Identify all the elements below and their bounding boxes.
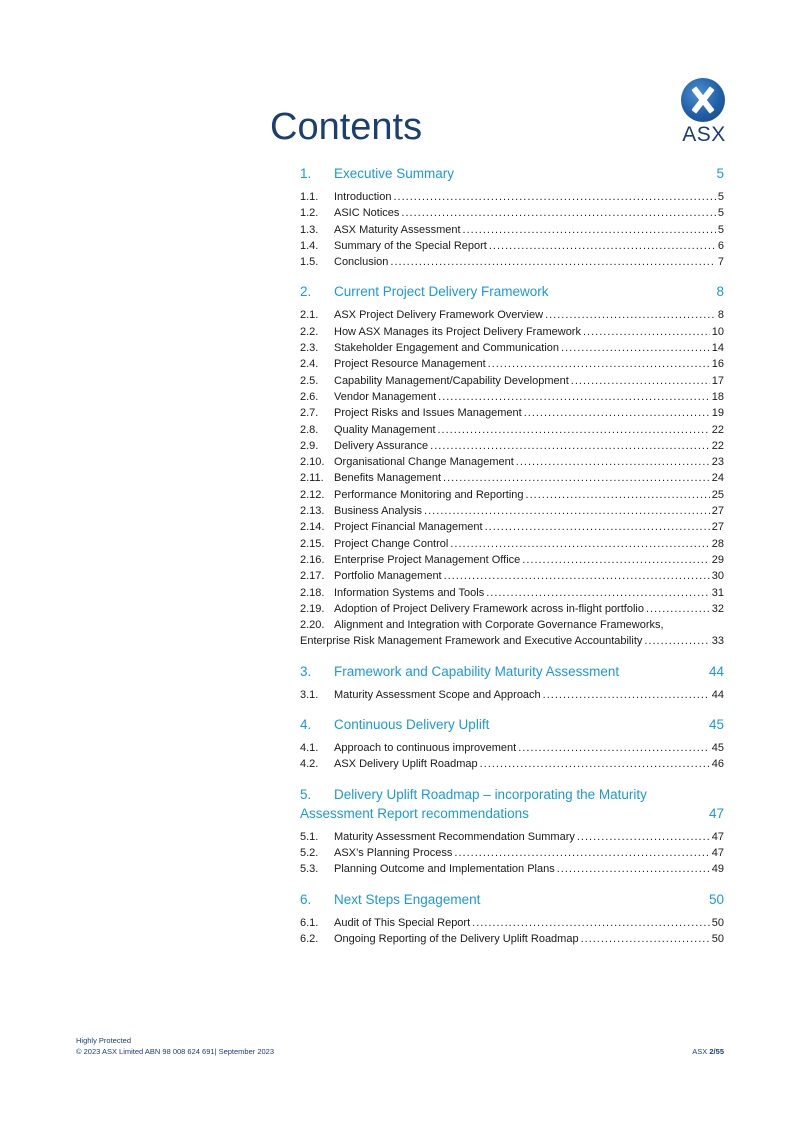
dot-leader [557, 861, 710, 877]
page-footer [76, 1035, 724, 1057]
dot-leader [545, 307, 716, 323]
dot-leader [516, 454, 710, 470]
toc-entry[interactable]: 3.1. Maturity Assessment Scope and Approach ..... 44 [300, 687, 724, 703]
dot-leader [518, 740, 710, 756]
toc-entry[interactable]: 5.3. Planning Outcome and Implementation Plans ..... 49 [300, 861, 724, 877]
toc-entry[interactable]: 6.1. Audit of This Special Report ..... 50 [300, 915, 724, 931]
dot-leader [444, 568, 710, 584]
dot-leader [390, 254, 715, 270]
dot-leader [571, 373, 710, 389]
toc-entry[interactable]: 2.15. Project Change Control ..... 28 [300, 536, 724, 552]
dot-leader [524, 405, 710, 421]
toc-entry[interactable]: 2.11. Benefits Management ..... 24 [300, 470, 724, 486]
toc-entry[interactable]: 5.1. Maturity Assessment Recommendation Summary ..... 47 [300, 829, 724, 845]
dot-leader [577, 829, 710, 845]
page-title: Contents [270, 106, 423, 148]
dot-leader [488, 356, 710, 372]
toc-entry[interactable]: 2.18. Information Systems and Tools ..... 31 [300, 585, 724, 601]
dot-leader [480, 756, 710, 772]
dot-leader [486, 585, 710, 601]
dot-leader [438, 389, 710, 405]
toc-entry[interactable]: 2.4. Project Resource Management ..... 16 [300, 356, 724, 372]
toc-entry[interactable]: 2.10. Organisational Change Management ..... 23 [300, 454, 724, 470]
dot-leader [489, 238, 716, 254]
toc-entry[interactable]: 4.1. Approach to continuous improvement ..... 45 [300, 740, 724, 756]
asx-logo [680, 78, 728, 147]
toc-entry[interactable]: 6.2. Ongoing Reporting of the Delivery Uplift Roadmap ..... 50 [300, 931, 724, 947]
toc-section-heading[interactable]: 5. Delivery Uplift Roadmap – incorporating the Maturity Assessment Report recommendations 47 [300, 786, 724, 821]
toc-entry[interactable]: 2.19. Adoption of Project Delivery Framework across in-flight portfolio ..... 32 [300, 601, 724, 617]
toc-section-heading[interactable]: 4. Continuous Delivery Uplift 45 [300, 717, 724, 733]
dot-leader [472, 915, 710, 931]
asx-logo-mark-icon [681, 78, 725, 122]
toc-entry[interactable]: 2.2. How ASX Manages its Project Delivery Framework ..... 10 [300, 324, 724, 340]
toc-entry[interactable]: 2.6. Vendor Management ..... 18 [300, 389, 724, 405]
toc-entry[interactable]: 1.2. ASIC Notices ..... 5 [300, 205, 724, 221]
toc-entry[interactable]: 2.3. Stakeholder Engagement and Communication ..... 14 [300, 340, 724, 356]
toc-entry[interactable]: 2.1. ASX Project Delivery Framework Overview ..... 8 [300, 307, 724, 323]
toc-entry[interactable]: 2.8. Quality Management ..... 22 [300, 422, 724, 438]
asx-logo-text: ASX [682, 123, 726, 146]
toc-entry[interactable]: 2.16. Enterprise Project Management Office ..... 29 [300, 552, 724, 568]
toc-entry[interactable]: 4.2. ASX Delivery Uplift Roadmap ..... 46 [300, 756, 724, 772]
toc-entry[interactable]: 1.5. Conclusion ..... 7 [300, 254, 724, 270]
toc-entry[interactable]: 2.14. Project Financial Management ..... 27 [300, 519, 724, 535]
dot-leader [430, 438, 710, 454]
toc-section-heading[interactable]: 6. Next Steps Engagement 50 [300, 891, 724, 907]
toc-entry[interactable]: 5.2. ASX’s Planning Process ..... 47 [300, 845, 724, 861]
dot-leader [561, 340, 710, 356]
dot-leader [454, 845, 709, 861]
dot-leader [522, 552, 709, 568]
toc-section-heading[interactable]: 3. Framework and Capability Maturity Assessment 44 [300, 663, 724, 679]
toc-entry[interactable]: 1.1. Introduction ..... 5 [300, 189, 724, 205]
toc-entry[interactable]: 2.20. Alignment and Integration with Corporate Governance Frameworks, Enterprise Risk Management Framework and Executive Accountability ..... 33 [300, 617, 724, 650]
dot-leader [443, 470, 710, 486]
copyright-text: © 2023 ASX Limited ABN 98 008 624 691| September 2023 [76, 1047, 275, 1056]
toc-entry[interactable]: 2.12. Performance Monitoring and Reporting ..... 25 [300, 487, 724, 503]
toc-section-heading[interactable]: 2. Current Project Delivery Framework 8 [300, 284, 724, 300]
dot-leader [543, 687, 710, 703]
table-of-contents [300, 164, 724, 947]
toc-entry[interactable]: 2.7. Project Risks and Issues Management ..... 19 [300, 405, 724, 421]
toc-entry[interactable]: 1.3. ASX Maturity Assessment ..... 5 [300, 222, 724, 238]
toc-entry[interactable]: 2.9. Delivery Assurance ..... 22 [300, 438, 724, 454]
toc-entry[interactable]: 2.5. Capability Management/Capability Development ..... 17 [300, 373, 724, 389]
dot-leader [485, 519, 710, 535]
dot-leader [424, 503, 710, 519]
dot-leader [463, 222, 716, 238]
toc-entry[interactable]: 2.17. Portfolio Management ..... 30 [300, 568, 724, 584]
page-number: ASX 2/55 [692, 1047, 724, 1056]
dot-leader [450, 536, 709, 552]
dot-leader [526, 487, 710, 503]
dot-leader [438, 422, 710, 438]
dot-leader [401, 205, 715, 221]
toc-entry[interactable]: 2.13. Business Analysis ..... 27 [300, 503, 724, 519]
dot-leader [646, 601, 710, 617]
classification-label: Highly Protected [76, 1036, 132, 1045]
toc-entry[interactable]: 1.4. Summary of the Special Report ..... 6 [300, 238, 724, 254]
dot-leader [583, 324, 710, 340]
toc-section-heading[interactable]: 1. Executive Summary 5 [300, 166, 724, 181]
dot-leader [393, 189, 715, 205]
dot-leader [581, 931, 710, 947]
